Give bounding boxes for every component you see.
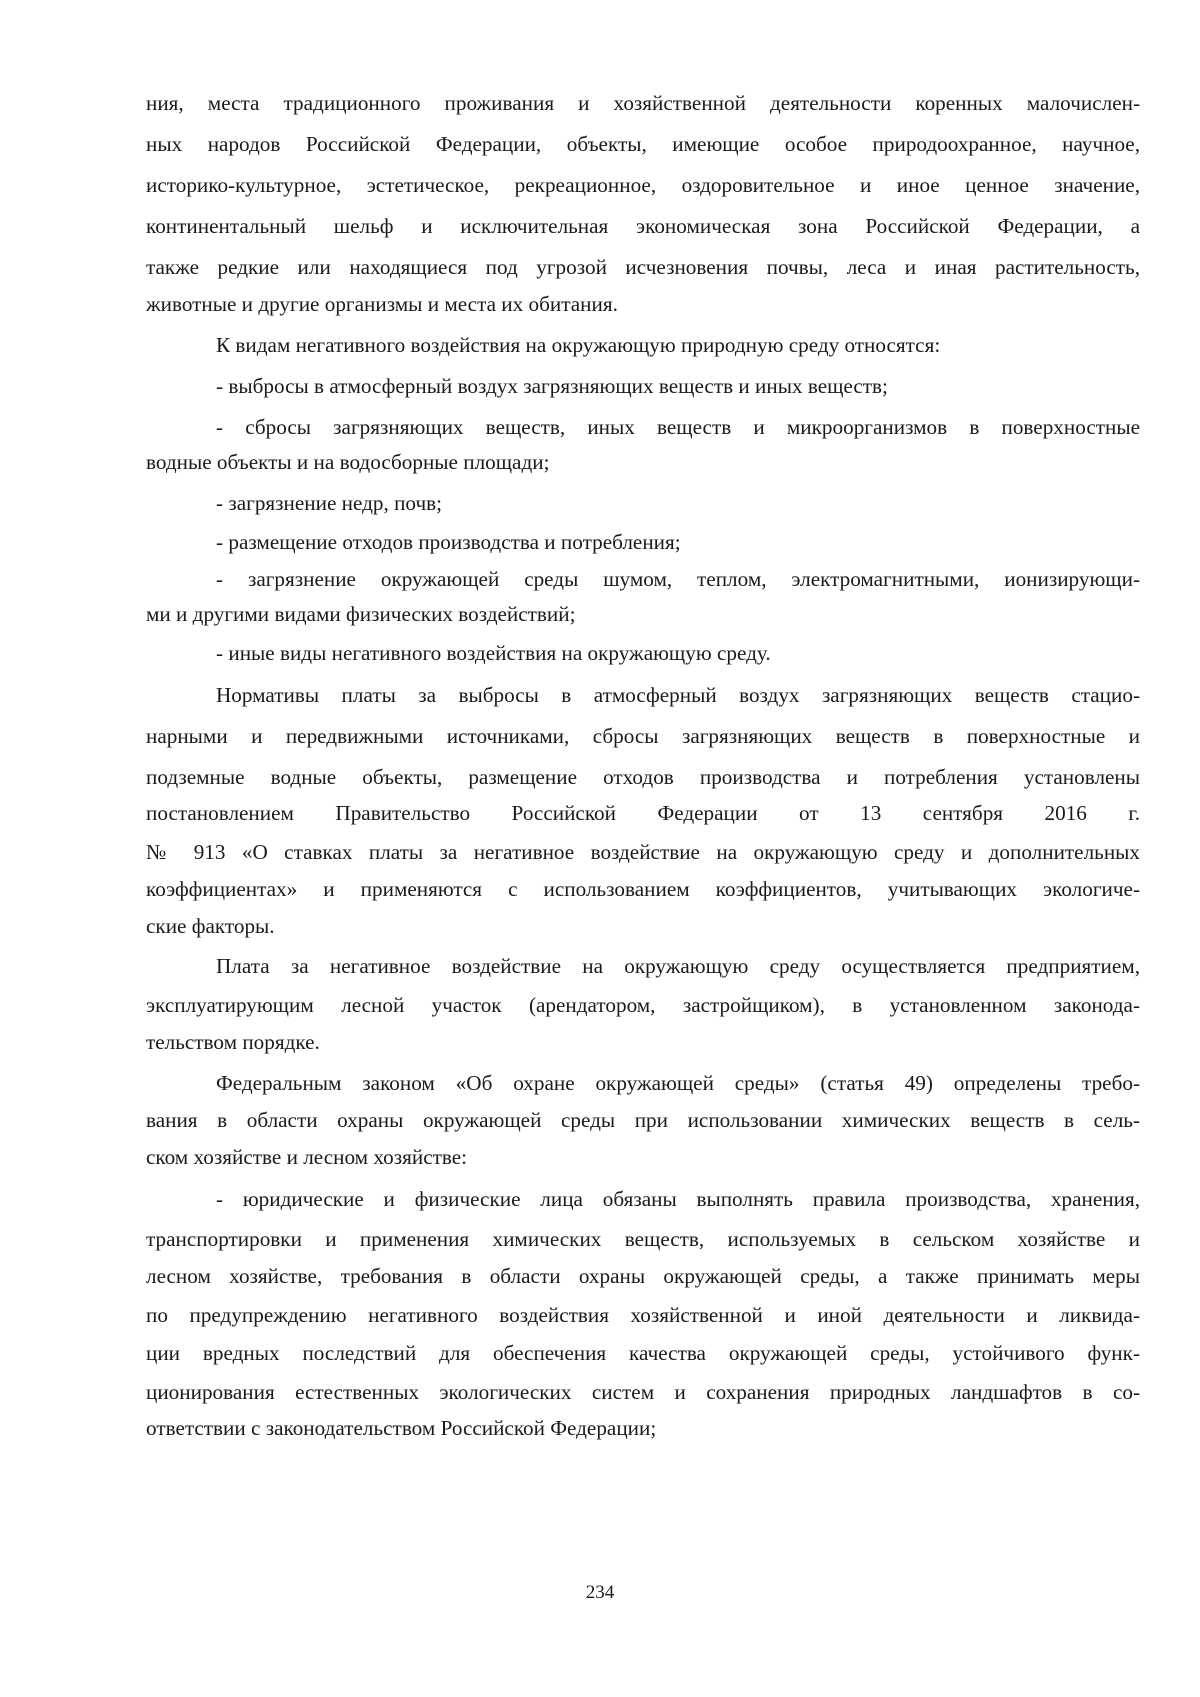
list-item: - юридические и физические лица обязаны выполнять правила производства, хранения, <box>216 1187 1140 1211</box>
text-line: К видам негативного воздействия на окружающую природную среду относятся: <box>216 333 941 357</box>
list-item: - загрязнение недр, почв; <box>216 491 443 515</box>
list-item: - выбросы в атмосферный воздух загрязняющих веществ и иных веществ; <box>216 374 888 398</box>
text-line: водные объекты и на водосборные площади; <box>146 450 550 474</box>
text-line: ские факторы. <box>146 914 275 938</box>
text-line: историко-культурное, эстетическое, рекреационное, оздоровительное и иное ценное значение, <box>146 173 1140 197</box>
page-number: 234 <box>585 1582 615 1603</box>
list-item: - загрязнение окружающей среды шумом, теплом, электромагнитными, ионизирующи- <box>216 567 1140 591</box>
text-line: ционирования естественных экологических систем и сохранения природных ландшафтов в со- <box>146 1380 1140 1404</box>
text-line: по предупреждению негативного воздействия хозяйственной и иной деятельности и ликвида- <box>146 1303 1140 1327</box>
text-line: Федеральным законом «Об охране окружающей среды» (статья 49) определены требо- <box>216 1071 1140 1095</box>
text-line: нарными и передвижными источниками, сбросы загрязняющих веществ в поверхностные и <box>146 724 1140 748</box>
text-line: вания в области охраны окружающей среды при использовании химических веществ в сель- <box>146 1108 1140 1132</box>
text-line: Плата за негативное воздействие на окружающую среду осуществляется предприятием, <box>216 954 1140 978</box>
text-line: ми и другими видами физических воздействий; <box>146 602 576 626</box>
text-line: подземные водные объекты, размещение отходов производства и потребления установлены <box>146 765 1140 789</box>
text-line: постановлением Правительство Российской Федерации от 13 сентября 2016 г. <box>146 801 1140 825</box>
list-item: - иные виды негативного воздействия на окружающую среду. <box>216 641 771 665</box>
list-item: - размещение отходов производства и потребления; <box>216 530 681 554</box>
text-line: эксплуатирующим лесной участок (арендатором, застройщиком), в установленном законода- <box>146 993 1140 1017</box>
text-line: ответствии с законодательством Российской Федерации; <box>146 1416 657 1440</box>
text-line: ния, места традиционного проживания и хозяйственной деятельности коренных малочислен- <box>146 91 1140 115</box>
text-line: ском хозяйстве и лесном хозяйстве: <box>146 1145 468 1169</box>
text-line: тельством порядке. <box>146 1030 320 1054</box>
text-line: также редкие или находящиеся под угрозой исчезновения почвы, леса и иная растительность, <box>146 255 1140 279</box>
text-line: № 913 «О ставках платы за негативное воздействие на окружающую среду и дополнительных <box>146 840 1140 864</box>
text-line: коэффициентах» и применяются с использованием коэффициентов, учитывающих экологиче- <box>146 877 1140 901</box>
text-line: животные и другие организмы и места их обитания. <box>146 292 618 316</box>
text-line: ных народов Российской Федерации, объекты, имеющие особое природоохранное, научное, <box>146 132 1140 156</box>
text-line: ции вредных последствий для обеспечения качества окружающей среды, устойчивого функ- <box>146 1341 1140 1365</box>
list-item: - сбросы загрязняющих веществ, иных веществ и микроорганизмов в поверхностные <box>216 415 1140 439</box>
text-line: лесном хозяйстве, требования в области охраны окружающей среды, а также принимать меры <box>146 1264 1140 1288</box>
text-line: континентальный шельф и исключительная экономическая зона Российской Федерации, а <box>146 214 1140 238</box>
text-line: транспортировки и применения химических веществ, используемых в сельском хозяйстве и <box>146 1227 1140 1251</box>
text-line: Нормативы платы за выбросы в атмосферный воздух загрязняющих веществ стацио- <box>216 683 1140 707</box>
